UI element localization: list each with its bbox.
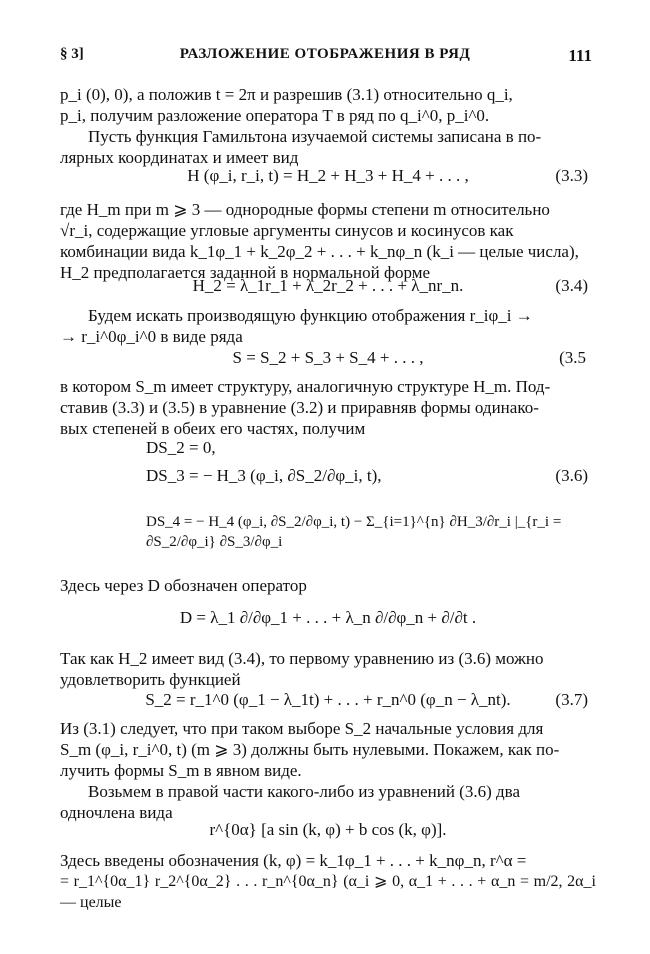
text-line: вых степеней в обеих его частях, получим	[60, 419, 366, 438]
equation-number: (3.6)	[555, 466, 588, 485]
paragraph-2	[60, 126, 596, 168]
text-line: лярных координатах и имеет вид	[60, 148, 299, 167]
paragraph-10	[60, 850, 596, 913]
equation-monomial: r^{0α} [a sin (k, φ) + b cos (k, φ)].	[209, 820, 447, 839]
equation-number: (3.7)	[555, 690, 588, 709]
text-line: ставив (3.3) и (3.5) в уравнение (3.2) и приравняв формы одинако-	[60, 398, 539, 417]
text-line: → r_i^0φ_i^0 в виде ряда	[60, 327, 243, 346]
equation-3-3: H (φ_i, r_i, t) = H_2 + H_3 + H_4 + . . . ,	[187, 166, 469, 185]
equation-3-6-line-2: DS_3 = − H_3 (φ_i, ∂S_2/∂φ_i, t),	[146, 466, 382, 485]
header-page-number: 111	[568, 46, 592, 65]
text-line: √r_i, содержащие угловые аргументы синусов и косинусов как	[60, 221, 514, 240]
text-line: p_i (0), 0), а положив t = 2π и разрешив (3.1) относительно q_i,	[60, 85, 513, 104]
text-line: комбинации вида k_1φ_1 + k_2φ_2 + . . . + k_nφ_n (k_i — целые числа),	[60, 242, 579, 261]
text-line: Возьмем в правой части какого-либо из уравнений (3.6) два	[88, 782, 520, 801]
text-line: Так как H_2 имеет вид (3.4), то первому уравнению из (3.6) можно	[60, 649, 544, 668]
text-line: H_2 предполагается заданной в нормальной форме	[60, 263, 431, 282]
equation-3-5: S = S_2 + S_3 + S_4 + . . . ,	[232, 348, 424, 367]
paragraph-6	[60, 575, 596, 596]
equation-number: (3.4)	[555, 276, 588, 295]
equation-3-4: H_2 = λ_1r_1 + λ_2r_2 + . . . + λ_nr_n.	[192, 276, 464, 295]
paragraph-3	[60, 199, 596, 283]
header-section: § 3]	[60, 46, 84, 62]
text-line: = r_1^{0α_1} r_2^{0α_2} . . . r_n^{0α_n} (α_i ⩾ 0, α_1 + . . . + α_n = m/2, 2α_i — целые	[60, 873, 596, 911]
text-line: Из (3.1) следует, что при таком выборе S_2 начальные условия для	[60, 719, 544, 738]
equation-number: (3.5	[559, 348, 586, 367]
text-line: лучить формы S_m в явном виде.	[60, 761, 302, 780]
equation-3-7: S_2 = r_1^0 (φ_1 − λ_1t) + . . . + r_n^0 (φ_n − λ_nt).	[145, 690, 511, 709]
text-line: p_i, получим разложение оператора T в ряд по q_i^0, p_i^0.	[60, 106, 490, 125]
equation-operator-d: D = λ_1 ∂/∂φ_1 + . . . + λ_n ∂/∂φ_n + ∂/∂t .	[179, 608, 477, 627]
text-line: Будем искать производящую функцию отображения r_iφ_i →	[88, 306, 533, 325]
equation-number: (3.3)	[555, 166, 588, 185]
paragraph-7	[60, 648, 596, 690]
text-line: Пусть функция Гамильтона изучаемой системы записана в по-	[88, 127, 542, 146]
text-line: удовлетворить функцией	[60, 670, 241, 689]
text-line: Здесь введены обозначения (k, φ) = k_1φ_1 + . . . + k_nφ_n, r^α =	[60, 851, 527, 870]
paragraph-5	[60, 376, 596, 439]
text-line: S_m (φ_i, r_i^0, t) (m ⩾ 3) должны быть нулевыми. Покажем, как по-	[60, 740, 560, 759]
paragraph-4	[60, 305, 596, 347]
paragraph-1	[60, 84, 596, 126]
text-line: в котором S_m имеет структуру, аналогичную структуре H_m. Под-	[60, 377, 551, 396]
text-line: одночлена вида	[60, 803, 173, 822]
equation-3-6-line-1: DS_2 = 0,	[146, 438, 216, 457]
text-line: Здесь через D обозначен оператор	[60, 576, 307, 595]
paragraph-9	[60, 781, 596, 823]
equation-3-6-line-3: DS_4 = − H_4 (φ_i, ∂S_2/∂φ_i, t) − Σ_{i=1}^{n} ∂H_3/∂r_i |_{r_i = ∂S_2/∂φ_i} ∂S_3/∂φ_i	[146, 514, 562, 550]
text-line: где H_m при m ⩾ 3 — однородные формы степени m относительно	[60, 200, 550, 219]
paragraph-8	[60, 718, 596, 781]
header-title: РАЗЛОЖЕНИЕ ОТОБРАЖЕНИЯ В РЯД	[179, 46, 471, 62]
